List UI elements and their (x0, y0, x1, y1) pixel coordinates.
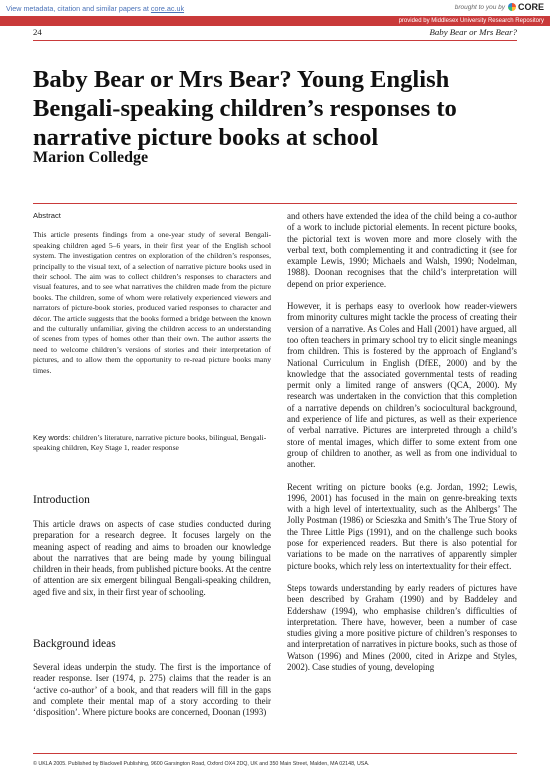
running-header (33, 27, 517, 41)
article-author: Marion Colledge (33, 149, 149, 166)
brought-by-text: brought to you by (454, 3, 505, 11)
core-metadata-notice (6, 4, 184, 13)
core-logo-text: CORE (517, 2, 544, 12)
core-logo-icon (508, 3, 516, 11)
provided-by-text: provided by Middlesex University Research Repository (398, 18, 544, 24)
header-rule (33, 40, 517, 41)
provided-by-banner[interactable] (0, 16, 550, 26)
copyright-footer: © UKLA 2005. Published by Blackwell Publishing, 9600 Garsington Road, Oxford OX4 2DQ, UK and 350 Main Street, Malden, MA 02148, USA. (33, 761, 370, 767)
keywords-label: Key words: (33, 433, 71, 442)
page-number: 24 (33, 27, 42, 37)
core-banner (0, 0, 550, 16)
core-brand[interactable] (455, 2, 544, 12)
core-prefix-text: View metadata, citation and similar papers at (6, 4, 151, 13)
abstract-text: This article presents findings from a one-year study of several Bengali-speaking children aged 5–6 years, in their first year of the English school system. The investigation centres on exploration of the children’s responses, principally to the visual text, of a selection of narrative picture books used in their school. The aim was to collect children’s responses to characters and visual features, and to see what narratives the children made from the picture books. The children, some of whom were relatively experienced viewers and narrators of picture-book stories, produced varied responses to character and décor. The article suggests that the books formed a bridge between the known and the culturally unfamiliar, giving the children access to an understanding of scenes from types of homes other than their own. The author asserts the need to welcome children’s versions of stories and their interpretation of pictures, and to allow them the opportunity to re-read picture books many times. (33, 230, 271, 375)
right-paragraph-2: However, it is perhaps easy to overlook how reader-viewers from minority cultures might tackle the process of creating their version of a narrative. As Coles and Hall (2001) have argued, all too often teachers in primary school try to elicit single meanings from children. This is fostered by the approach of England’s National Curriculum in English (DfEE, 2000) and by the knowledge that the associated governmental tests of reading permit only a limited range of answers (QCA, 2000). My research was undertaken in the conviction that this completion of a narrative depends on children’s sociocultural background, and experience of life and pictures, as well as their experience of verbal narrative. Pictures are interpreted through a child’s store of mental images, which differ to some extent from one group of children to another, as well as from one individual to another. (287, 301, 517, 470)
article-title: Baby Bear or Mrs Bear? Young English Bengali-speaking children’s responses to narrative picture books at school (33, 66, 457, 151)
introduction-heading: Introduction (33, 494, 90, 506)
abstract-block (33, 211, 271, 376)
right-paragraph-3: Recent writing on picture books (e.g. Jordan, 1992; Lewis, 1996, 2001) has focused in the main on genre-breaking texts with a high level of intertextuality, such as the Ahlbergs’ The Jolly Postman (1986) or Scieszka and Smith’s The True Story of the Three Little Pigs (1991), and on the challenge such books pose for experienced readers. But there is also potential for variations to be made on the narratives of apparently simpler picture books, which rely less on intertextuality for their effect. (287, 481, 517, 571)
core-link[interactable]: core.ac.uk (150, 4, 185, 13)
right-paragraph-1: and others have extended the idea of the child being a co-author of a work to include pictorial elements. In recent picture books, the pictorial text is woven more and more closely with the verbal text, both complementing it and contradicting it (see for example Lewis, 1990; Michaels and Walsh, 1990; Nodelman, 1988). Doonan recognises that the child’s interpretation will depend on prior experience. (287, 211, 517, 289)
right-column (287, 211, 517, 673)
footer-rule (33, 753, 517, 754)
abstract-heading: Abstract (33, 211, 61, 220)
keywords-text: children’s literature, narrative picture books, bilingual, Bengali-speaking children, Key Stage 1, reader response (33, 433, 267, 453)
keywords-block (33, 433, 271, 454)
running-title: Baby Bear or Mrs Bear? (429, 27, 517, 37)
background-text: Several ideas underpin the study. The first is the importance of reader response. Iser (1974, p. 275) claims that the reader is an ‘active co-author’ of a book, and that readers will fill in the gaps and complete their mental map of a story according to their ‘disposition’. Where picture books are concerned, Doonan (1993) (33, 662, 271, 718)
title-divider (33, 203, 517, 204)
right-paragraph-4: Steps towards understanding by early readers of pictures have been described by Graham (1990) and by Baddeley and Eddershaw (1994), who emphasise children’s difficulties of interpretation. There have, however, been a number of case studies giving a more positive picture of children’s responses to and interpretation of narratives in picture books, such as those of Watson (1996) and Mines (2000, cited in Arizpe and Styles, 2002). Case studies of young, developing (287, 582, 517, 672)
background-heading: Background ideas (33, 638, 116, 650)
introduction-text: This article draws on aspects of case studies conducted during preparation for a research degree. It focuses largely on the meaning aspect of reading and aims to broaden our knowledge about the narratives that are being made by young bilingual children in their heads, from published picture books. At the centre of attention are six emergent bilingual Bengali-speaking children, aged five and six, in their first year of schooling. (33, 519, 271, 597)
core-logo[interactable] (508, 2, 544, 12)
